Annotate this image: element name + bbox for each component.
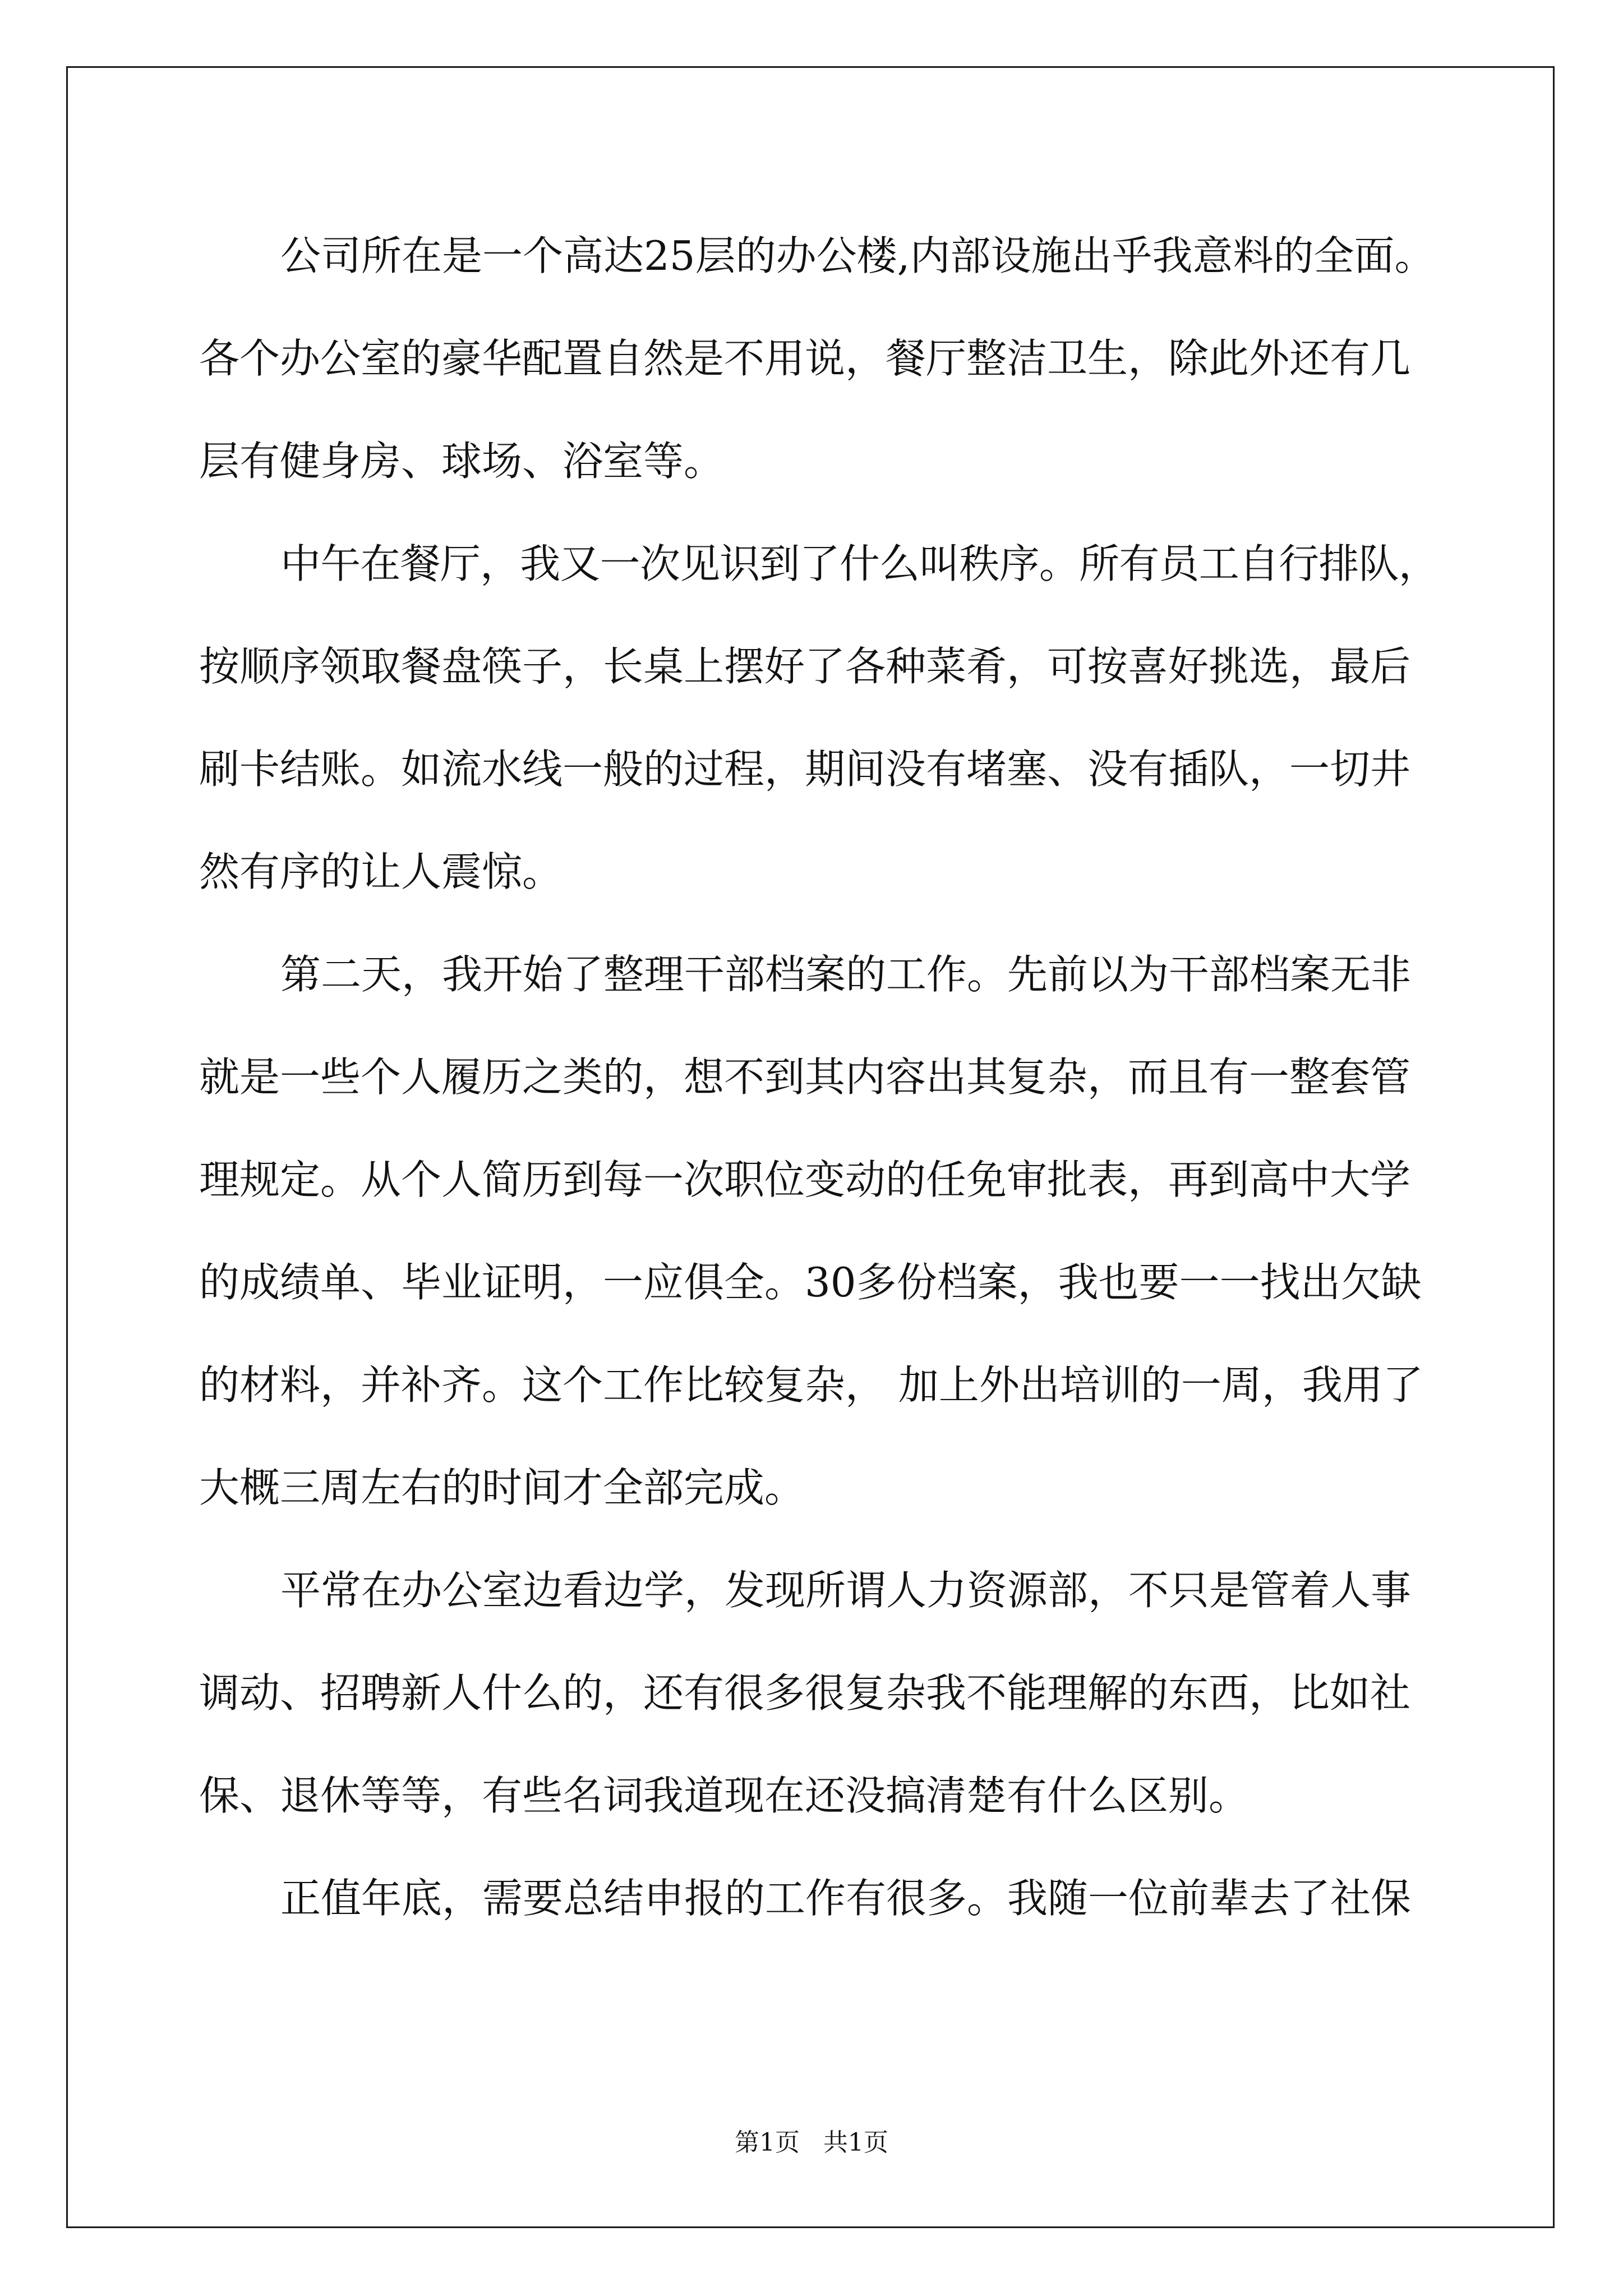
- text-line: 理规定。从个人简历到每一次职位变动的任免审批表，再到高中大学: [199, 1156, 1411, 1203]
- text-line: 平常在办公室边看边学，发现所谓人力资源部，不只是管着人事: [280, 1567, 1412, 1614]
- text-line: 的材料，并补齐。这个工作比较复杂， 加上外出培训的一周，我用了: [199, 1361, 1423, 1409]
- text-line: 按顺序领取餐盘筷子，长桌上摆好了各种菜肴，可按喜好挑选，最后: [199, 643, 1411, 690]
- text-line: 各个办公室的豪华配置自然是不用说，餐厅整洁卫生，除此外还有几: [199, 335, 1411, 382]
- text-line: 调动、招聘新人什么的，还有很多很复杂我不能理解的东西，比如社: [199, 1669, 1411, 1717]
- text-line: 层有健身房、球场、浴室等。: [199, 438, 725, 485]
- text-line: 就是一些个人履历之类的，想不到其内容出其复杂，而且有一整套管: [199, 1053, 1411, 1101]
- page-number-footer: 第1页 共1页: [735, 2128, 888, 2157]
- text-line: 的成绩单、毕业证明，一应俱全。30多份档案，我也要一一找出欠缺: [199, 1259, 1422, 1306]
- text-line: 公司所在是一个高达25层的办公楼,内部设施出乎我意料的全面。: [280, 232, 1435, 279]
- text-line: 然有序的让人震惊。: [199, 848, 563, 895]
- text-line: 正值年底，需要总结申报的工作有很多。我随一位前辈去了社保: [280, 1875, 1412, 1922]
- text-line: 第二天，我开始了整理干部档案的工作。先前以为干部档案无非: [280, 951, 1412, 998]
- text-line: 刷卡结账。如流水线一般的过程，期间没有堵塞、没有插队，一切井: [199, 746, 1411, 793]
- document-body: [199, 205, 1438, 1950]
- text-line: 保、退休等等，有些名词我道现在还没搞清楚有什么区别。: [199, 1772, 1249, 1819]
- text-line: 大概三周左右的时间才全部完成。: [199, 1464, 805, 1511]
- text-line: 中午在餐厅，我又一次见识到了什么叫秩序。所有员工自行排队，: [280, 540, 1438, 587]
